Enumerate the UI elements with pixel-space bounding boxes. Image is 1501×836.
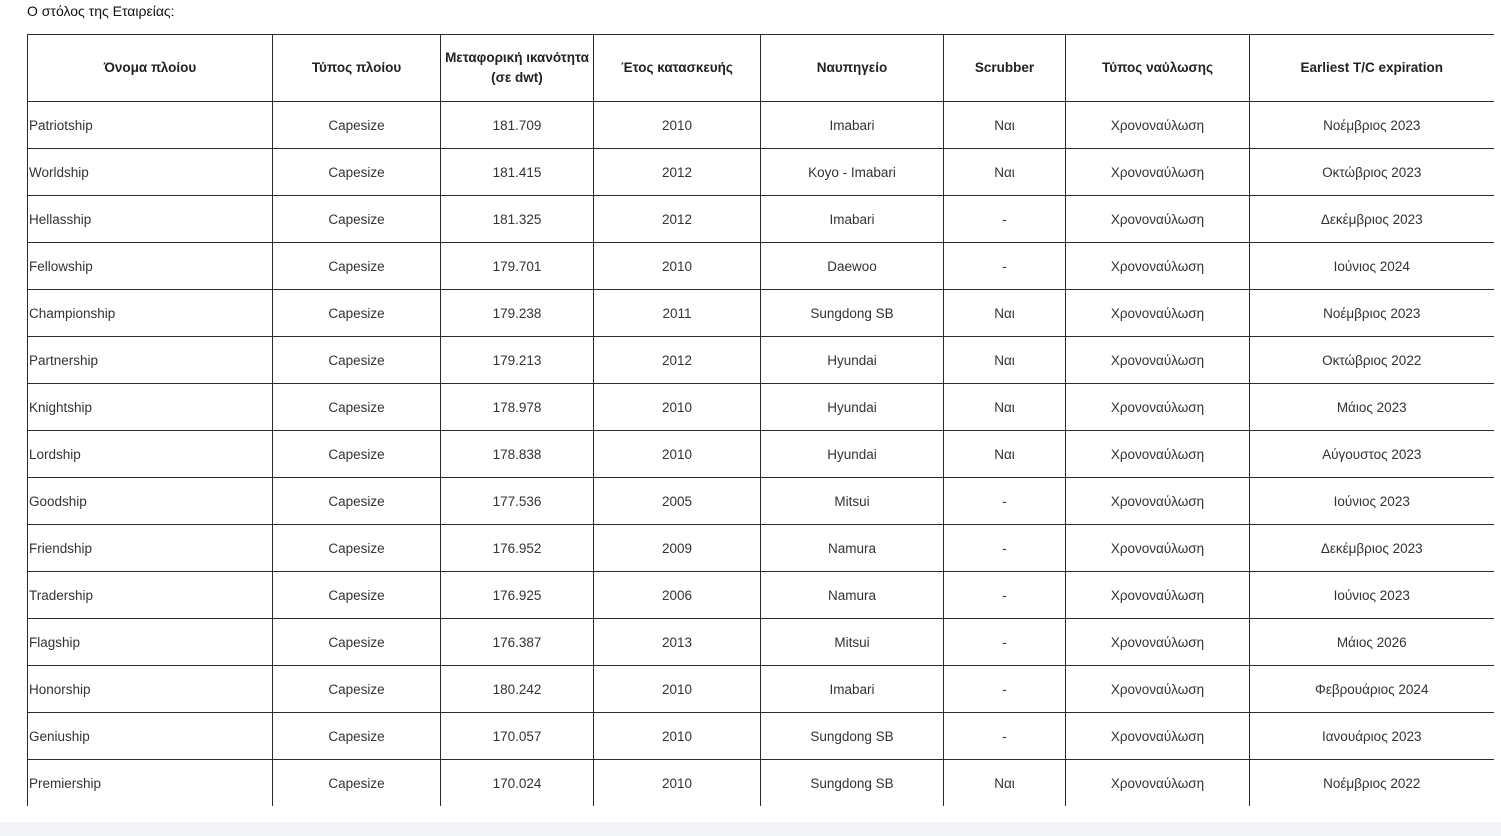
charter-type-cell: Χρονοναύλωση [1066, 384, 1250, 431]
build-year-cell: 2006 [594, 572, 761, 619]
charter-type-cell: Χρονοναύλωση [1066, 102, 1250, 149]
ship-type-cell: Capesize [273, 713, 441, 760]
table-header-row [28, 35, 1494, 102]
ship-name-cell: Partnership [28, 337, 273, 384]
charter-type-cell: Χρονοναύλωση [1066, 713, 1250, 760]
tc-expiration-cell: Νοέμβριος 2023 [1250, 102, 1494, 149]
ship-type-cell: Capesize [273, 760, 441, 807]
scrubber-cell: Ναι [944, 290, 1066, 337]
ship-name-cell: Honorship [28, 666, 273, 713]
shipyard-cell: Imabari [761, 666, 944, 713]
shipyard-cell: Imabari [761, 196, 944, 243]
shipyard-cell: Namura [761, 572, 944, 619]
shipyard-cell: Hyundai [761, 431, 944, 478]
ship-type-cell: Capesize [273, 196, 441, 243]
charter-type-cell: Χρονοναύλωση [1066, 619, 1250, 666]
tc-expiration-cell: Μάιος 2026 [1250, 619, 1494, 666]
header-tc-expiration: Earliest T/C expiration [1250, 35, 1494, 102]
ship-name-cell: Premiership [28, 760, 273, 807]
shipyard-cell: Sungdong SB [761, 760, 944, 807]
capacity-cell: 179.238 [441, 290, 594, 337]
tc-expiration-cell: Φεβρουάριος 2024 [1250, 666, 1494, 713]
ship-name-cell: Tradership [28, 572, 273, 619]
header-shipyard: Ναυπηγείο [761, 35, 944, 102]
tc-expiration-cell: Ιούνιος 2024 [1250, 243, 1494, 290]
capacity-cell: 178.978 [441, 384, 594, 431]
shipyard-cell: Hyundai [761, 337, 944, 384]
charter-type-cell: Χρονοναύλωση [1066, 478, 1250, 525]
ship-name-cell: Geniuship [28, 713, 273, 760]
shipyard-cell: Mitsui [761, 619, 944, 666]
table-row [28, 478, 1494, 525]
ship-type-cell: Capesize [273, 384, 441, 431]
capacity-cell: 178.838 [441, 431, 594, 478]
header-charter-type: Τύπος ναύλωσης [1066, 35, 1250, 102]
build-year-cell: 2012 [594, 196, 761, 243]
build-year-cell: 2010 [594, 384, 761, 431]
tc-expiration-cell: Δεκέμβριος 2023 [1250, 525, 1494, 572]
tc-expiration-cell: Ιούνιος 2023 [1250, 572, 1494, 619]
capacity-cell: 179.701 [441, 243, 594, 290]
table-row [28, 431, 1494, 478]
charter-type-cell: Χρονοναύλωση [1066, 431, 1250, 478]
header-ship-type: Τύπος πλοίου [273, 35, 441, 102]
charter-type-cell: Χρονοναύλωση [1066, 290, 1250, 337]
ship-type-cell: Capesize [273, 619, 441, 666]
ship-type-cell: Capesize [273, 290, 441, 337]
tc-expiration-cell: Δεκέμβριος 2023 [1250, 196, 1494, 243]
table-body [28, 102, 1494, 807]
ship-type-cell: Capesize [273, 243, 441, 290]
scrubber-cell: - [944, 243, 1066, 290]
shipyard-cell: Sungdong SB [761, 290, 944, 337]
charter-type-cell: Χρονοναύλωση [1066, 243, 1250, 290]
scrubber-cell: - [944, 196, 1066, 243]
ship-name-cell: Worldship [28, 149, 273, 196]
scrubber-cell: - [944, 572, 1066, 619]
charter-type-cell: Χρονοναύλωση [1066, 525, 1250, 572]
header-build-year: Έτος κατασκευής [594, 35, 761, 102]
ship-type-cell: Capesize [273, 149, 441, 196]
capacity-cell: 181.709 [441, 102, 594, 149]
ship-name-cell: Patriotship [28, 102, 273, 149]
build-year-cell: 2011 [594, 290, 761, 337]
fleet-caption: Ο στόλος της Εταιρείας: [27, 3, 175, 19]
charter-type-cell: Χρονοναύλωση [1066, 666, 1250, 713]
ship-type-cell: Capesize [273, 102, 441, 149]
table-row [28, 760, 1494, 807]
table-row [28, 525, 1494, 572]
ship-type-cell: Capesize [273, 478, 441, 525]
fleet-table [27, 34, 1494, 806]
capacity-cell: 181.325 [441, 196, 594, 243]
tc-expiration-cell: Οκτώβριος 2022 [1250, 337, 1494, 384]
charter-type-cell: Χρονοναύλωση [1066, 196, 1250, 243]
capacity-cell: 181.415 [441, 149, 594, 196]
table-row [28, 196, 1494, 243]
ship-name-cell: Friendship [28, 525, 273, 572]
scrubber-cell: Ναι [944, 384, 1066, 431]
ship-type-cell: Capesize [273, 431, 441, 478]
shipyard-cell: Mitsui [761, 478, 944, 525]
ship-name-cell: Flagship [28, 619, 273, 666]
build-year-cell: 2010 [594, 102, 761, 149]
table-row [28, 337, 1494, 384]
build-year-cell: 2012 [594, 337, 761, 384]
capacity-cell: 176.952 [441, 525, 594, 572]
tc-expiration-cell: Νοέμβριος 2023 [1250, 290, 1494, 337]
shipyard-cell: Daewoo [761, 243, 944, 290]
table-row [28, 572, 1494, 619]
scrubber-cell: Ναι [944, 102, 1066, 149]
ship-type-cell: Capesize [273, 572, 441, 619]
tc-expiration-cell: Νοέμβριος 2022 [1250, 760, 1494, 807]
build-year-cell: 2013 [594, 619, 761, 666]
scrubber-cell: - [944, 666, 1066, 713]
ship-name-cell: Lordship [28, 431, 273, 478]
tc-expiration-cell: Ιούνιος 2023 [1250, 478, 1494, 525]
charter-type-cell: Χρονοναύλωση [1066, 337, 1250, 384]
ship-name-cell: Championship [28, 290, 273, 337]
scrubber-cell: - [944, 525, 1066, 572]
build-year-cell: 2010 [594, 666, 761, 713]
scrubber-cell: Ναι [944, 431, 1066, 478]
capacity-cell: 177.536 [441, 478, 594, 525]
header-capacity-dwt: Μεταφορική ικανότητα (σε dwt) [441, 35, 594, 102]
table-row [28, 384, 1494, 431]
tc-expiration-cell: Οκτώβριος 2023 [1250, 149, 1494, 196]
scrubber-cell: - [944, 713, 1066, 760]
capacity-cell: 180.242 [441, 666, 594, 713]
shipyard-cell: Imabari [761, 102, 944, 149]
ship-name-cell: Fellowship [28, 243, 273, 290]
scrubber-cell: - [944, 619, 1066, 666]
table-row [28, 619, 1494, 666]
page-bottom-band [0, 822, 1501, 836]
shipyard-cell: Hyundai [761, 384, 944, 431]
build-year-cell: 2010 [594, 713, 761, 760]
charter-type-cell: Χρονοναύλωση [1066, 149, 1250, 196]
table-row [28, 713, 1494, 760]
build-year-cell: 2010 [594, 243, 761, 290]
build-year-cell: 2009 [594, 525, 761, 572]
build-year-cell: 2012 [594, 149, 761, 196]
header-scrubber: Scrubber [944, 35, 1066, 102]
ship-name-cell: Knightship [28, 384, 273, 431]
capacity-cell: 179.213 [441, 337, 594, 384]
build-year-cell: 2010 [594, 431, 761, 478]
table-row [28, 290, 1494, 337]
scrubber-cell: Ναι [944, 337, 1066, 384]
tc-expiration-cell: Αύγουστος 2023 [1250, 431, 1494, 478]
table-row [28, 102, 1494, 149]
scrubber-cell: - [944, 478, 1066, 525]
capacity-cell: 176.387 [441, 619, 594, 666]
shipyard-cell: Koyo - Imabari [761, 149, 944, 196]
ship-type-cell: Capesize [273, 666, 441, 713]
build-year-cell: 2005 [594, 478, 761, 525]
ship-type-cell: Capesize [273, 525, 441, 572]
ship-name-cell: Hellasship [28, 196, 273, 243]
ship-type-cell: Capesize [273, 337, 441, 384]
build-year-cell: 2010 [594, 760, 761, 807]
ship-name-cell: Goodship [28, 478, 273, 525]
scrubber-cell: Ναι [944, 149, 1066, 196]
capacity-cell: 170.057 [441, 713, 594, 760]
capacity-cell: 170.024 [441, 760, 594, 807]
table-row [28, 149, 1494, 196]
table-row [28, 666, 1494, 713]
charter-type-cell: Χρονοναύλωση [1066, 572, 1250, 619]
charter-type-cell: Χρονοναύλωση [1066, 760, 1250, 807]
tc-expiration-cell: Μάιος 2023 [1250, 384, 1494, 431]
scrubber-cell: Ναι [944, 760, 1066, 807]
table-row [28, 243, 1494, 290]
shipyard-cell: Sungdong SB [761, 713, 944, 760]
header-ship-name: Όνομα πλοίου [28, 35, 273, 102]
tc-expiration-cell: Ιανουάριος 2023 [1250, 713, 1494, 760]
capacity-cell: 176.925 [441, 572, 594, 619]
shipyard-cell: Namura [761, 525, 944, 572]
